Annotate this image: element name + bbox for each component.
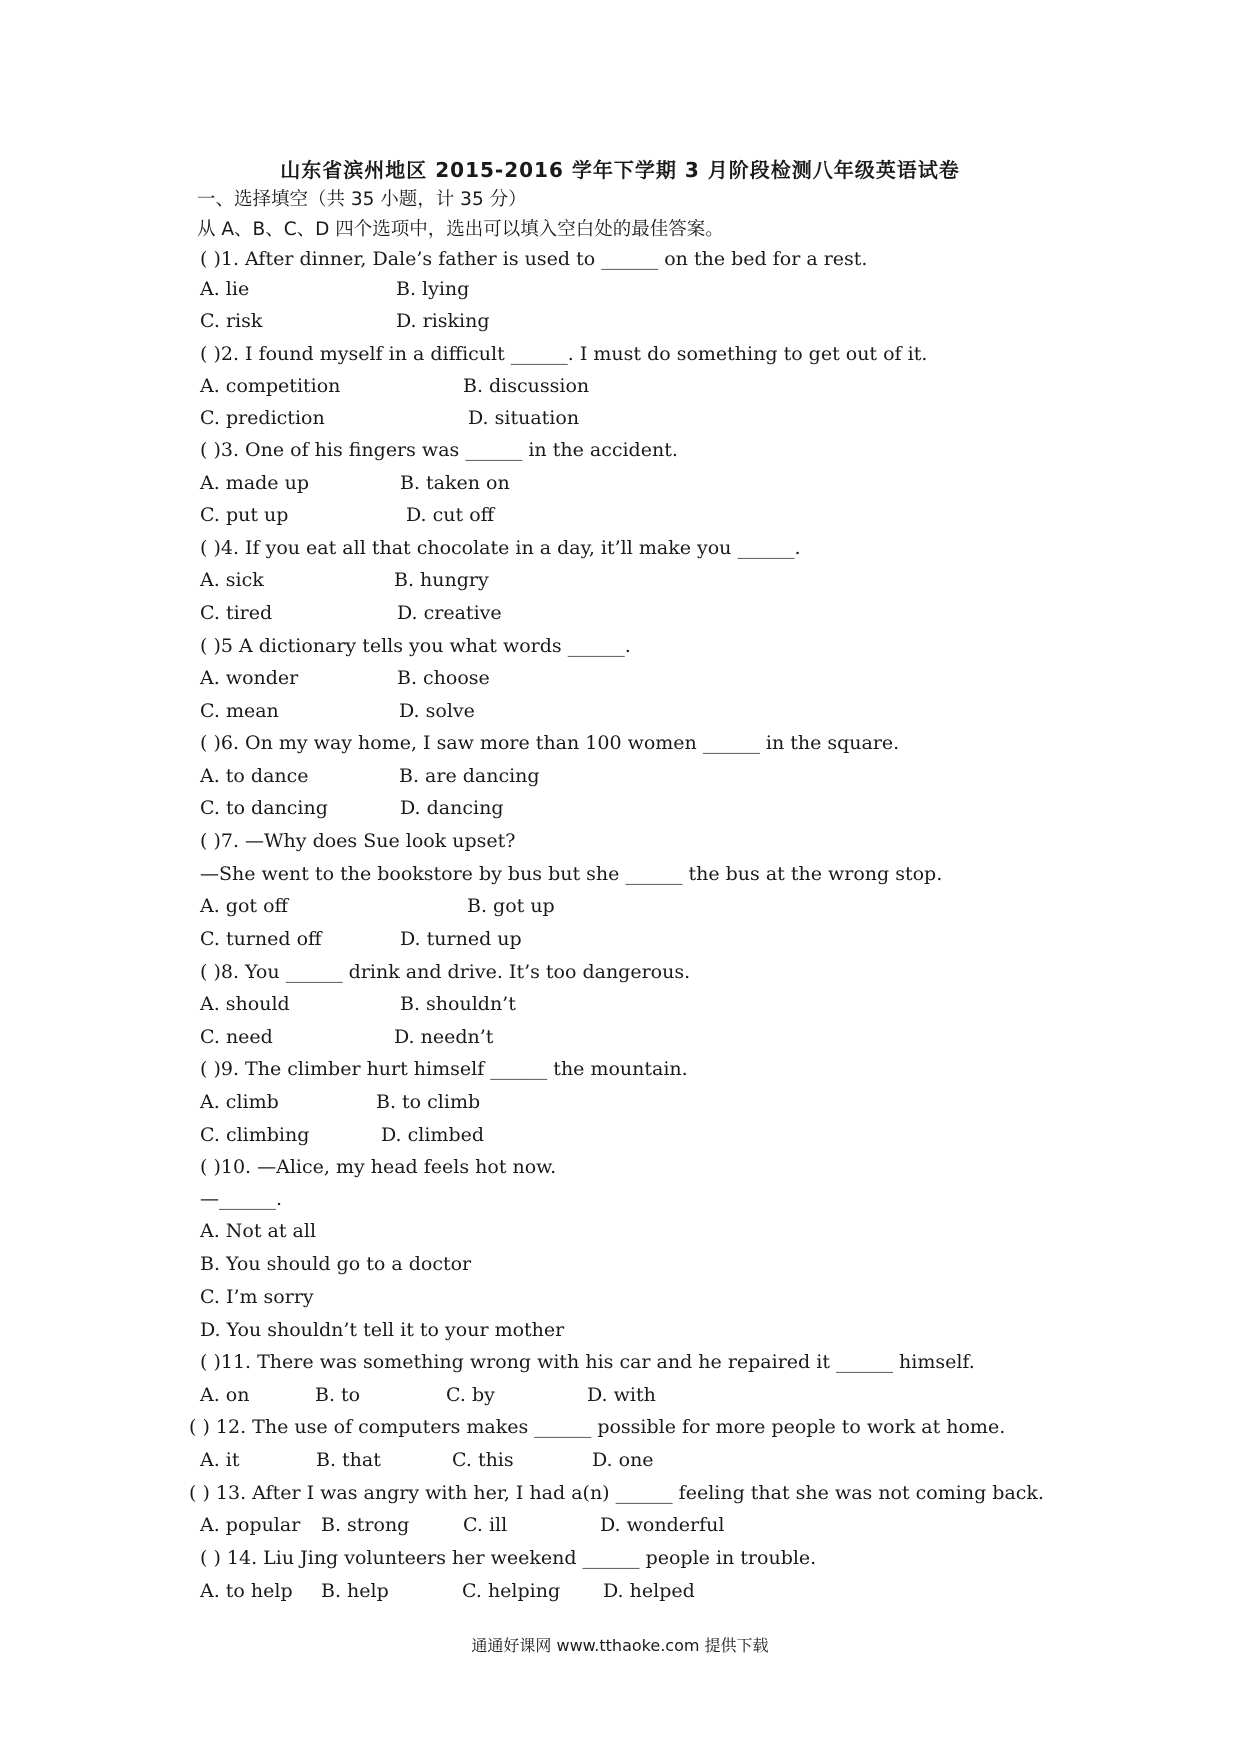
option-d: D. climbed: [381, 1124, 485, 1146]
option-c: C. this: [452, 1449, 514, 1471]
option-c: C. tired: [200, 602, 273, 624]
option-c: C. ill: [463, 1514, 508, 1536]
option-b: B. lying: [396, 278, 470, 300]
option-d: D. situation: [468, 407, 580, 429]
option-c: C. helping: [462, 1580, 561, 1602]
question-stem: ( ) 12. The use of computers makes ______ possible for more people to work at home.: [189, 1416, 1006, 1438]
question-stem-reply: —______.: [200, 1188, 283, 1210]
question-stem: ( )1. After dinner, Dale’s father is used to ______ on the bed for a rest.: [200, 248, 868, 270]
option-b: B. shouldn’t: [400, 993, 516, 1015]
option-d: D. needn’t: [394, 1026, 494, 1048]
option-c: C. need: [200, 1026, 273, 1048]
option-b: B. that: [316, 1449, 381, 1471]
question-stem: ( )9. The climber hurt himself ______ the mountain.: [200, 1058, 688, 1080]
option-d: D. wonderful: [600, 1514, 725, 1536]
option-d: D. one: [592, 1449, 654, 1471]
option-a: A. to help: [200, 1580, 293, 1602]
option-a: A. climb: [200, 1091, 279, 1113]
question-stem: ( )2. I found myself in a difficult ______. I must do something to get out of it.: [200, 343, 928, 365]
option-b: B. strong: [321, 1514, 410, 1536]
footer-source: 通通好课网 www.tthaoke.com 提供下载: [471, 1636, 769, 1655]
option-a: A. lie: [200, 278, 250, 300]
option-c: C. to dancing: [200, 797, 328, 819]
option-a: A. sick: [200, 569, 264, 591]
option-d: D. turned up: [400, 928, 522, 950]
option-c: C. put up: [200, 504, 289, 526]
question-stem: ( )11. There was something wrong with his car and he repaired it ______ himself.: [200, 1351, 975, 1373]
option-c: C. climbing: [200, 1124, 310, 1146]
option-d: D. You shouldn’t tell it to your mother: [200, 1319, 565, 1341]
question-stem: ( )4. If you eat all that chocolate in a day, it’ll make you ______.: [200, 537, 801, 559]
option-a: A. made up: [200, 472, 309, 494]
option-d: D. solve: [399, 700, 475, 722]
option-b: B. discussion: [463, 375, 590, 397]
option-b: B. help: [321, 1580, 389, 1602]
option-d: D. risking: [396, 310, 490, 332]
question-stem: ( )7. —Why does Sue look upset?: [200, 830, 516, 852]
option-b: B. choose: [397, 667, 490, 689]
question-stem: ( )8. You ______ drink and drive. It’s too dangerous.: [200, 961, 691, 983]
option-a: A. to dance: [200, 765, 309, 787]
option-a: A. on: [200, 1384, 250, 1406]
option-c: C. prediction: [200, 407, 325, 429]
option-c: C. I’m sorry: [200, 1286, 314, 1308]
question-stem: ( )3. One of his fingers was ______ in the accident.: [200, 439, 678, 461]
question-stem: ( )6. On my way home, I saw more than 100 women ______ in the square.: [200, 732, 900, 754]
option-a: A. wonder: [200, 667, 299, 689]
option-a: A. competition: [200, 375, 341, 397]
option-a: A. popular: [200, 1514, 301, 1536]
question-stem: ( ) 13. After I was angry with her, I had a(n) ______ feeling that she was not coming back.: [189, 1482, 1044, 1504]
option-c: C. turned off: [200, 928, 322, 950]
option-b: B. got up: [467, 895, 555, 917]
instructions: 从 A、B、C、D 四个选项中，选出可以填入空白处的最佳答案。: [197, 219, 724, 240]
section-heading: 一、选择填空（共 35 小题，计 35 分）: [197, 189, 527, 210]
option-d: D. creative: [397, 602, 502, 624]
option-d: D. dancing: [400, 797, 504, 819]
question-stem: ( )5 A dictionary tells you what words ______.: [200, 635, 631, 657]
option-d: D. cut off: [406, 504, 495, 526]
exam-title: 山东省滨州地区 2015-2016 学年下学期 3 月阶段检测八年级英语试卷: [280, 158, 960, 182]
option-a: A. got off: [200, 895, 289, 917]
option-d: D. with: [587, 1384, 656, 1406]
question-stem-reply: —She went to the bookstore by bus but she ______ the bus at the wrong stop.: [200, 863, 943, 885]
option-c: C. by: [446, 1384, 495, 1406]
option-c: C. risk: [200, 310, 263, 332]
option-b: B. to climb: [376, 1091, 481, 1113]
question-stem: ( )10. —Alice, my head feels hot now.: [200, 1156, 557, 1178]
option-b: B. hungry: [394, 569, 489, 591]
option-d: D. helped: [603, 1580, 695, 1602]
option-b: B. to: [315, 1384, 361, 1406]
option-b: B. are dancing: [399, 765, 540, 787]
option-c: C. mean: [200, 700, 279, 722]
option-a: A. should: [200, 993, 290, 1015]
option-a: A. Not at all: [200, 1220, 317, 1242]
option-b: B. You should go to a doctor: [200, 1253, 472, 1275]
question-stem: ( ) 14. Liu Jing volunteers her weekend ______ people in trouble.: [200, 1547, 817, 1569]
option-a: A. it: [200, 1449, 240, 1471]
option-b: B. taken on: [400, 472, 510, 494]
